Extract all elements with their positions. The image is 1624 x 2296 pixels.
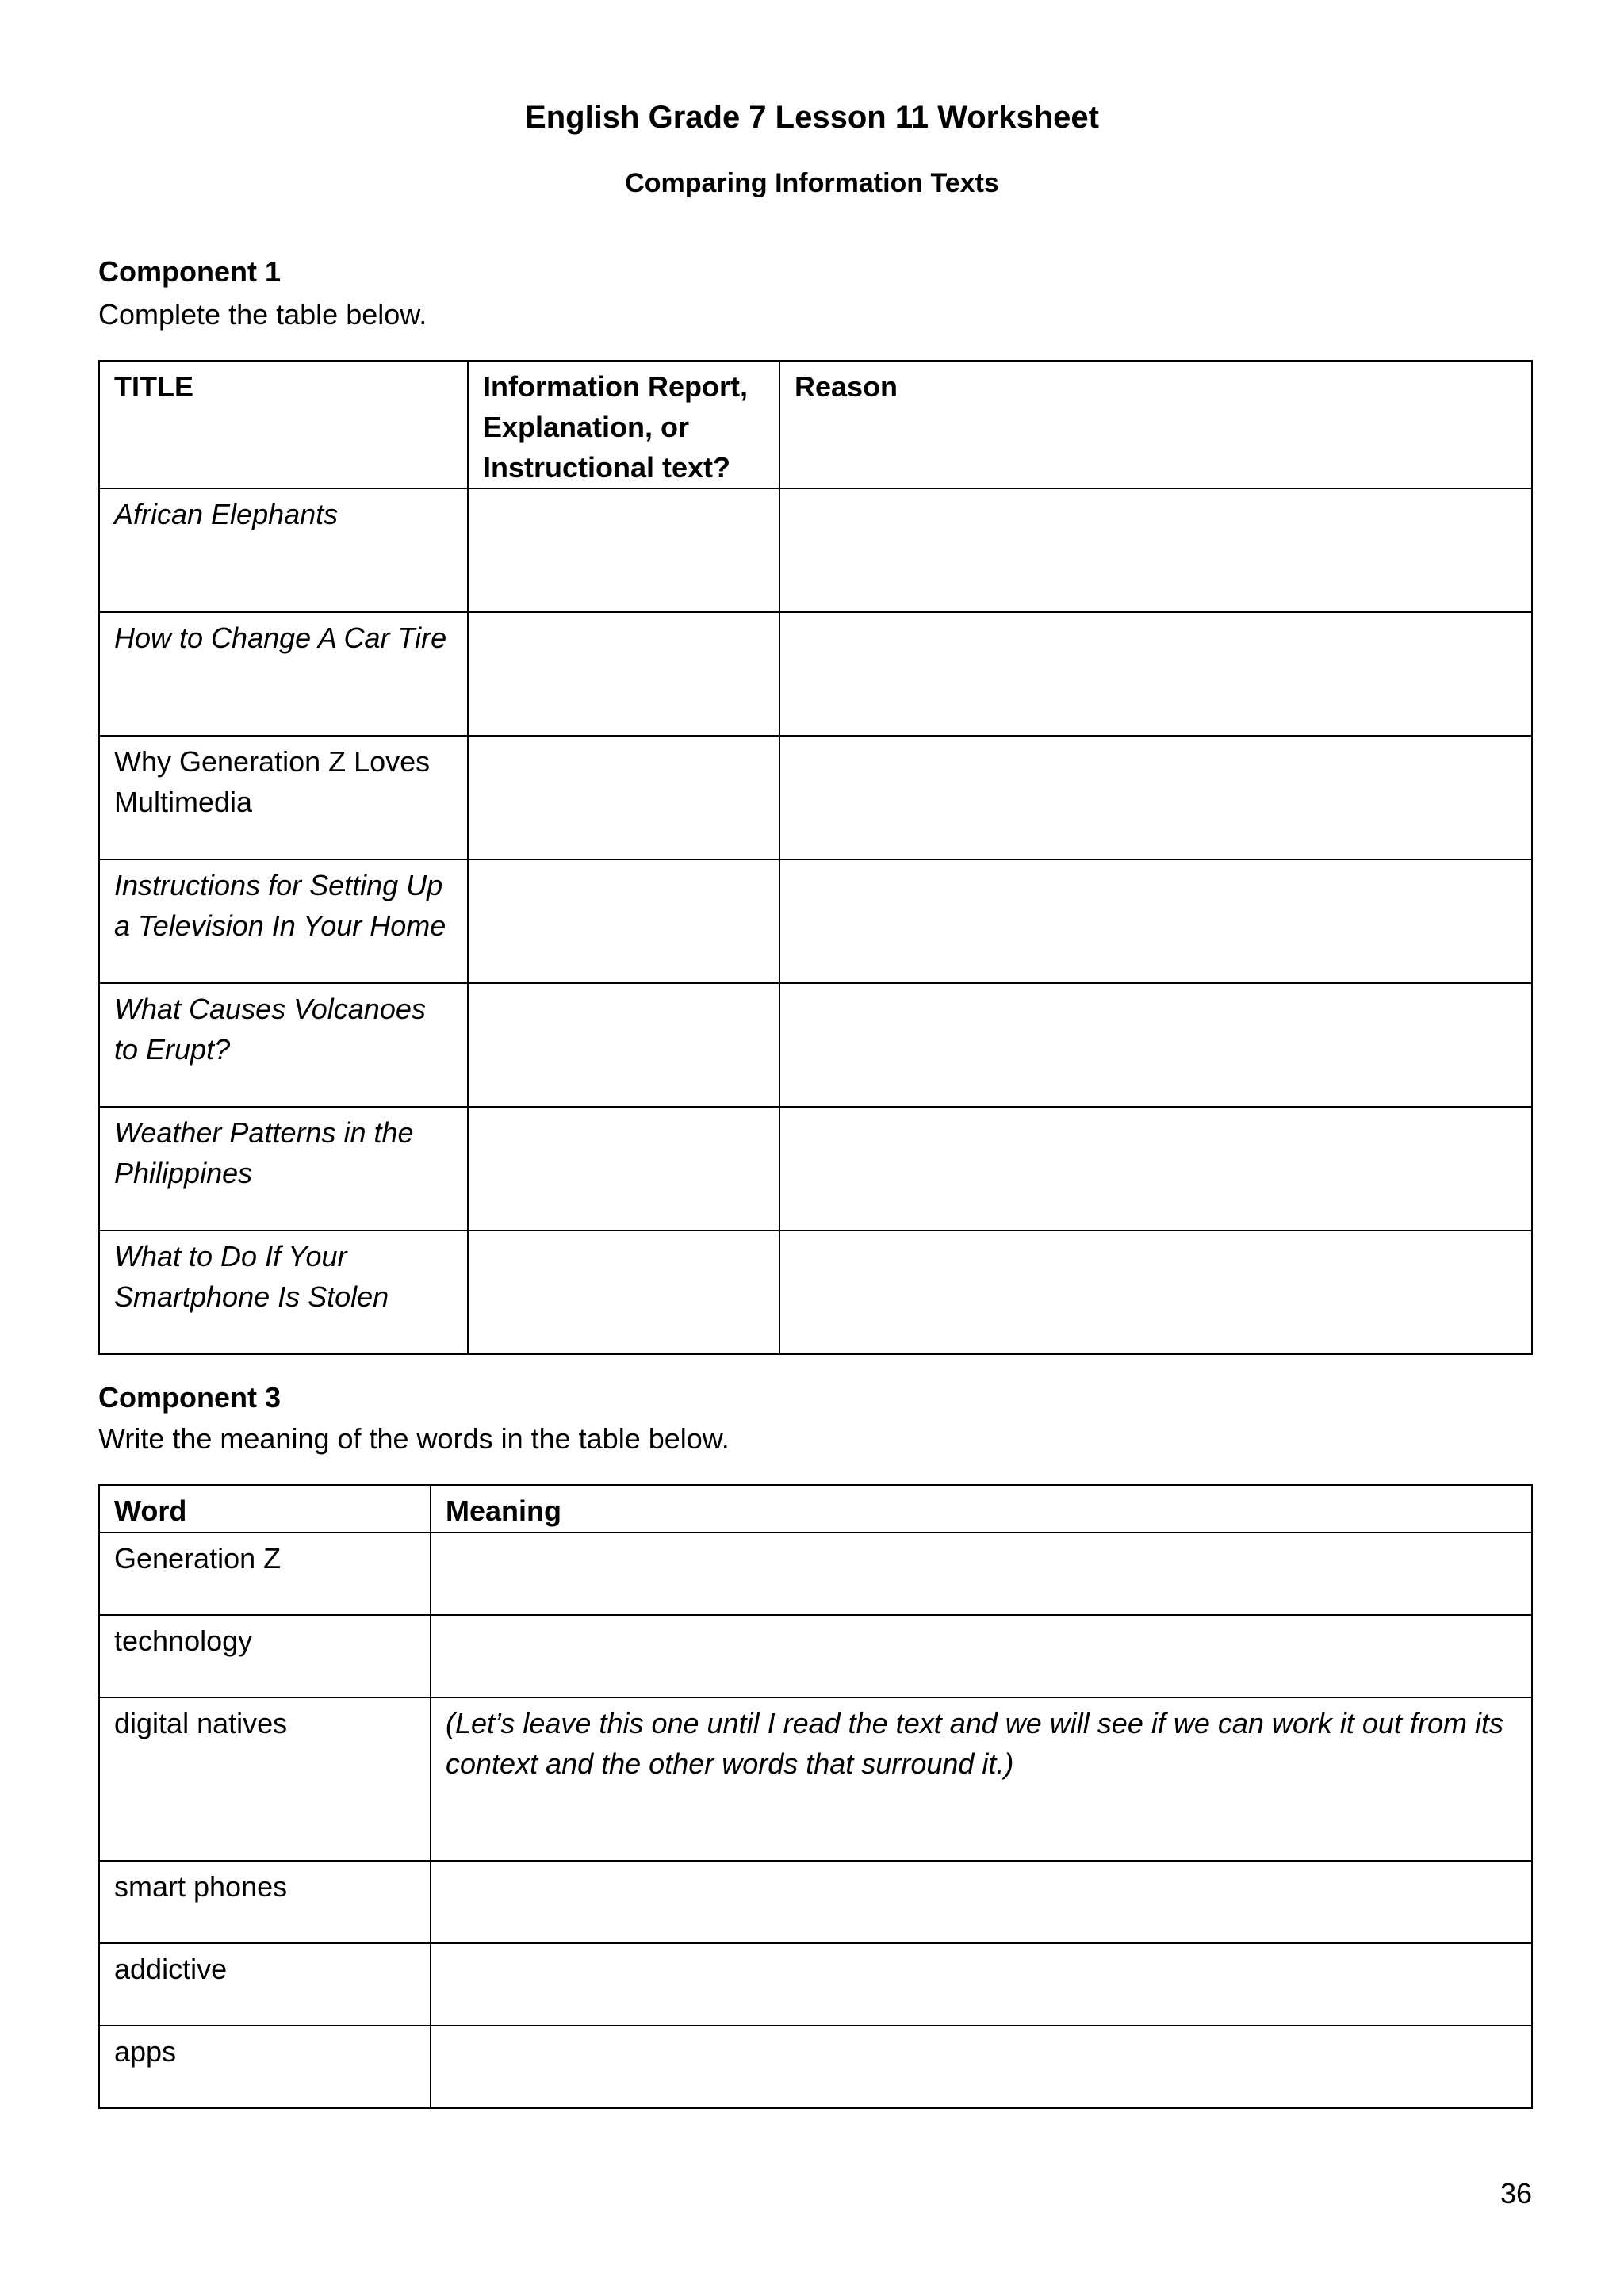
text-type-table <box>98 360 1533 1355</box>
word-cell: apps <box>99 2026 431 2108</box>
table-row <box>99 1615 1532 1697</box>
reason-answer-cell[interactable] <box>779 488 1532 612</box>
table-row <box>99 1230 1532 1354</box>
reason-answer-cell[interactable] <box>779 612 1532 736</box>
meaning-answer-cell[interactable] <box>431 1861 1532 1943</box>
table-row <box>99 1943 1532 2026</box>
component-3-heading: Component 3 <box>98 1381 281 1414</box>
title-cell: African Elephants <box>99 488 468 612</box>
word-cell: technology <box>99 1615 431 1697</box>
meaning-note-cell: (Let’s leave this one until I read the text and we will see if we can work it out from its context and the other words that surround it.) <box>431 1697 1532 1861</box>
text-type-answer-cell[interactable] <box>468 612 779 736</box>
component-3-instruction: Write the meaning of the words in the table below. <box>98 1422 730 1455</box>
table-row <box>99 1107 1532 1230</box>
table-row <box>99 2026 1532 2108</box>
component-1-heading: Component 1 <box>98 255 281 288</box>
reason-answer-cell[interactable] <box>779 1230 1532 1354</box>
page-title: English Grade 7 Lesson 11 Worksheet <box>525 100 1099 135</box>
page-subtitle: Comparing Information Texts <box>625 168 999 198</box>
title-cell: Instructions for Setting Up a Television In Your Home <box>99 859 468 983</box>
word-cell: Generation Z <box>99 1533 431 1615</box>
component-1-instruction: Complete the table below. <box>98 298 427 331</box>
word-cell: addictive <box>99 1943 431 2026</box>
table-row <box>99 859 1532 983</box>
page-number: 36 <box>1500 2177 1532 2210</box>
meaning-answer-cell[interactable] <box>431 2026 1532 2108</box>
reason-answer-cell[interactable] <box>779 1107 1532 1230</box>
column-header-text-type: Information Report, Explanation, or Instructional text? <box>468 361 779 488</box>
reason-answer-cell[interactable] <box>779 859 1532 983</box>
table-row <box>99 1861 1532 1943</box>
column-header-title: TITLE <box>99 361 468 488</box>
text-type-answer-cell[interactable] <box>468 983 779 1107</box>
title-cell: What to Do If Your Smartphone Is Stolen <box>99 1230 468 1354</box>
title-cell: Weather Patterns in the Philippines <box>99 1107 468 1230</box>
text-type-answer-cell[interactable] <box>468 1230 779 1354</box>
reason-answer-cell[interactable] <box>779 983 1532 1107</box>
table-row <box>99 1697 1532 1861</box>
column-header-meaning: Meaning <box>431 1485 1532 1533</box>
text-type-answer-cell[interactable] <box>468 859 779 983</box>
text-type-answer-cell[interactable] <box>468 488 779 612</box>
meaning-answer-cell[interactable] <box>431 1943 1532 2026</box>
column-header-word: Word <box>99 1485 431 1533</box>
word-cell: smart phones <box>99 1861 431 1943</box>
vocabulary-table <box>98 1484 1533 2109</box>
word-cell: digital natives <box>99 1697 431 1861</box>
table-row <box>99 983 1532 1107</box>
table-row <box>99 736 1532 859</box>
column-header-reason: Reason <box>779 361 1532 488</box>
meaning-answer-cell[interactable] <box>431 1615 1532 1697</box>
text-type-answer-cell[interactable] <box>468 736 779 859</box>
text-type-answer-cell[interactable] <box>468 1107 779 1230</box>
title-cell: How to Change A Car Tire <box>99 612 468 736</box>
table-row <box>99 1533 1532 1615</box>
table-header-row <box>99 1485 1532 1533</box>
reason-answer-cell[interactable] <box>779 736 1532 859</box>
title-cell: Why Generation Z Loves Multimedia <box>99 736 468 859</box>
table-row <box>99 488 1532 612</box>
title-cell: What Causes Volcanoes to Erupt? <box>99 983 468 1107</box>
meaning-answer-cell[interactable] <box>431 1533 1532 1615</box>
table-row <box>99 612 1532 736</box>
table-header-row <box>99 361 1532 488</box>
